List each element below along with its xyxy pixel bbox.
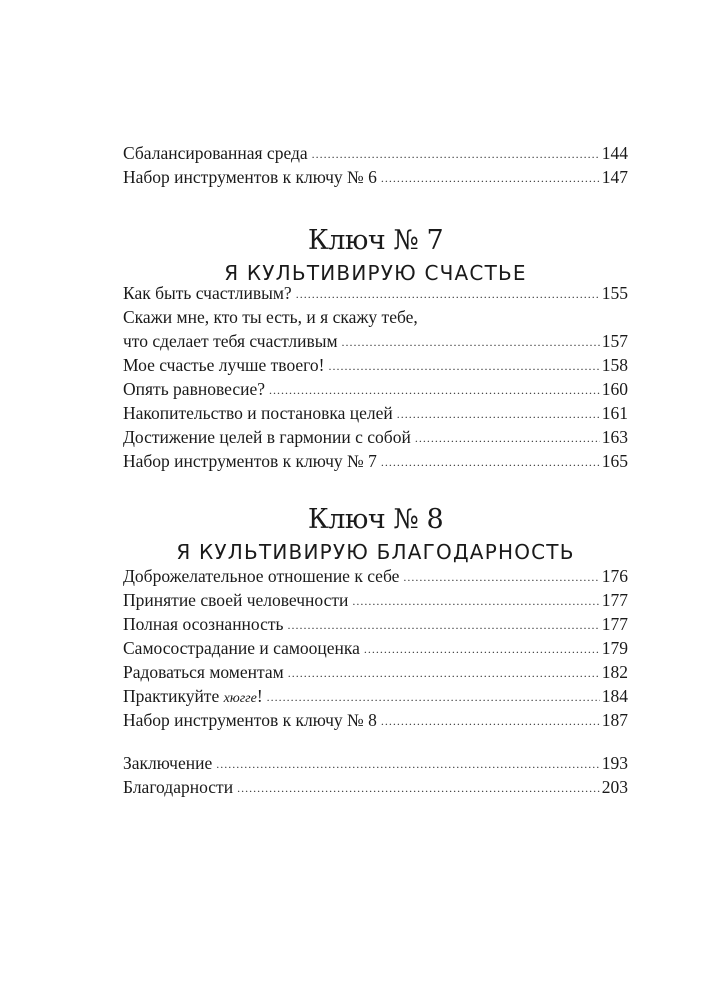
toc-entry-title: Опять равновесие?: [123, 379, 265, 399]
toc-entry-title: Заключение: [123, 753, 213, 773]
toc-entry-title: [123, 684, 263, 711]
toc-entry[interactable]: [123, 353, 628, 377]
toc-leader-dots: [364, 637, 600, 661]
toc-entry[interactable]: [123, 708, 628, 732]
toc-entry-page: 157: [601, 331, 628, 351]
toc-entry[interactable]: [123, 425, 628, 449]
toc-leader-dots: [415, 426, 600, 450]
toc-entry-title: Набор инструментов к ключу № 7: [123, 451, 377, 471]
section-heading: Ключ № 8: [307, 504, 444, 535]
toc-leader-dots: [288, 613, 600, 637]
toc-entry-title-prefix: Практикуйте: [123, 686, 224, 706]
toc-leader-dots: [352, 589, 599, 613]
toc-leader-dots: [269, 378, 600, 402]
toc-entry[interactable]: [123, 141, 628, 165]
toc-leader-dots: [342, 330, 600, 354]
toc-entry-title: Доброжелательное отношение к себе: [123, 566, 400, 586]
toc-entry-page: 193: [601, 753, 628, 773]
section-heading: Ключ № 7: [307, 225, 444, 256]
toc-entry-title-italic: хюгге: [223, 691, 257, 706]
toc-entry-page: 144: [601, 143, 628, 163]
toc-leader-dots: [381, 450, 600, 474]
toc-entry-title: Мое счастье лучше твоего!: [123, 355, 325, 375]
toc-leader-dots: [296, 282, 600, 306]
toc-entry[interactable]: [123, 281, 628, 305]
toc-entry[interactable]: [123, 588, 628, 612]
toc-entry-page: 177: [601, 614, 628, 634]
toc-entry-page: 161: [601, 403, 628, 423]
toc-entry-page: 184: [601, 686, 628, 706]
toc-entry[interactable]: [123, 401, 628, 425]
toc-entry-title: Набор инструментов к ключу № 8: [123, 710, 377, 730]
toc-entry[interactable]: [123, 612, 628, 636]
toc-entry-page: 176: [601, 566, 628, 586]
toc-entry[interactable]: [123, 751, 628, 775]
toc-entry-page: 160: [601, 379, 628, 399]
toc-leader-dots: [288, 661, 600, 685]
toc-entry-page: 147: [601, 167, 628, 187]
toc-page: [123, 0, 628, 1000]
toc-entry-page: 182: [601, 662, 628, 682]
toc-entry-title-line1[interactable]: Скажи мне, кто ты есть, и я скажу тебе,: [123, 307, 418, 327]
toc-entry[interactable]: [123, 165, 628, 189]
section-subheading: Я КУЛЬТИВИРУЮ БЛАГОДАРНОСТЬ: [176, 540, 575, 564]
toc-entry[interactable]: [123, 329, 628, 353]
toc-entry[interactable]: [123, 636, 628, 660]
toc-entry-title: Накопительство и постановка целей: [123, 403, 393, 423]
toc-top-group: [123, 141, 628, 189]
toc-list-key8: [123, 564, 628, 732]
toc-entry[interactable]: [123, 775, 628, 799]
toc-entry[interactable]: [123, 449, 628, 473]
toc-entry-title: Принятие своей человечности: [123, 590, 349, 610]
toc-entry[interactable]: [123, 377, 628, 401]
toc-leader-dots: [381, 166, 600, 190]
toc-entry-title: Сбалансированная среда: [123, 143, 308, 163]
toc-entry-page: 203: [601, 777, 628, 797]
toc-entry-title: Как быть счастливым?: [123, 283, 292, 303]
toc-entry-page: 158: [601, 355, 628, 375]
toc-entry-title: Набор инструментов к ключу № 6: [123, 167, 377, 187]
toc-entry[interactable]: [123, 684, 628, 708]
toc-leader-dots: [267, 685, 600, 709]
toc-end-group: [123, 751, 628, 799]
toc-entry[interactable]: [123, 660, 628, 684]
toc-entry-page: 155: [601, 283, 628, 303]
toc-leader-dots: [312, 142, 600, 166]
toc-leader-dots: [397, 402, 600, 426]
toc-section-key8: [123, 503, 628, 567]
toc-leader-dots: [329, 354, 600, 378]
toc-entry-title: что сделает тебя счастливым: [123, 331, 338, 351]
toc-entry-page: 165: [601, 451, 628, 471]
section-subheading: Я КУЛЬТИВИРУЮ СЧАСТЬЕ: [224, 261, 527, 285]
toc-entry-title: Самосострадание и самооценка: [123, 638, 360, 658]
toc-leader-dots: [403, 565, 599, 589]
toc-list-key7: [123, 281, 628, 473]
toc-leader-dots: [237, 776, 600, 800]
toc-section-key7: [123, 224, 628, 288]
toc-entry-title: Полная осознанность: [123, 614, 284, 634]
toc-entry-page: 187: [601, 710, 628, 730]
toc-entry-page: 163: [601, 427, 628, 447]
toc-entry-page: 179: [601, 638, 628, 658]
toc-entry[interactable]: [123, 564, 628, 588]
toc-entry-page: 177: [601, 590, 628, 610]
toc-entry-title: Благодарности: [123, 777, 234, 797]
toc-entry-title: Достижение целей в гармонии с собой: [123, 427, 411, 447]
toc-entry-title: Радоваться моментам: [123, 662, 284, 682]
toc-leader-dots: [216, 752, 600, 776]
toc-entry-title-suffix: !: [256, 686, 263, 706]
toc-leader-dots: [381, 709, 600, 733]
